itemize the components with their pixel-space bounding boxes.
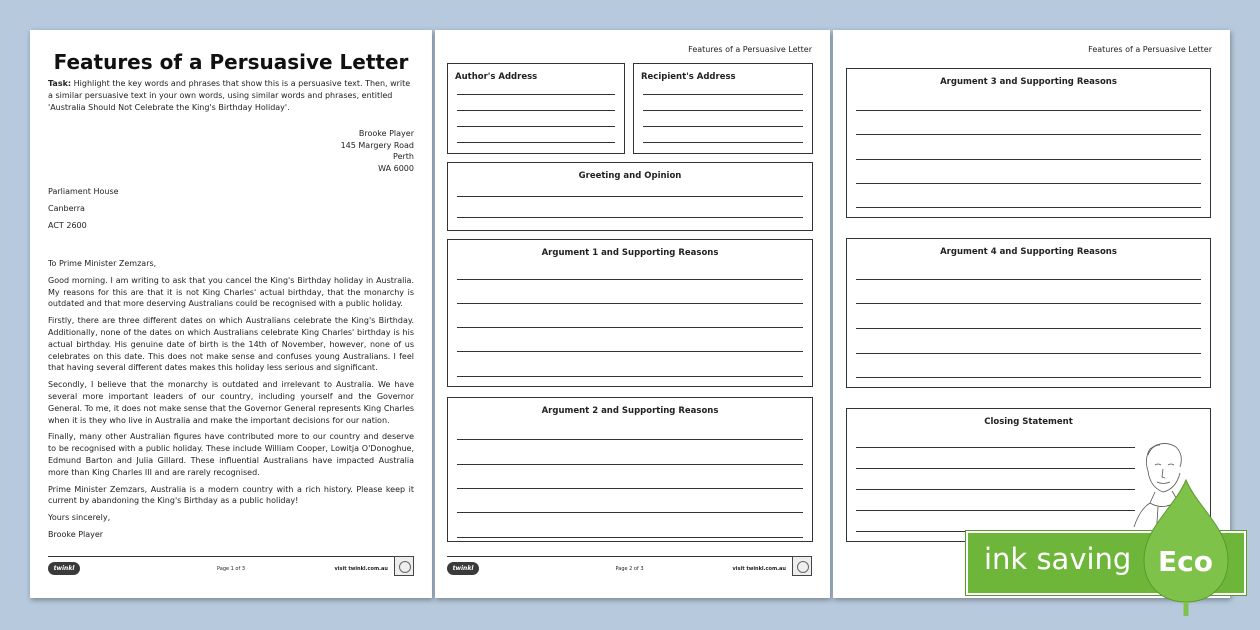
letter-paragraph: Secondly, I believe that the monarchy is outdated and irrelevant to Australia. We have several more important leaders of our country, including yourself and the Governor General. To me, it does not make sense that the Governor General represents King Charles when it is they who live in Australia and make the important decisions for our nation. bbox=[48, 380, 414, 425]
writing-line bbox=[643, 81, 803, 95]
writing-line bbox=[457, 489, 803, 513]
writing-lines bbox=[856, 88, 1201, 208]
quality-badge-icon bbox=[394, 556, 414, 576]
writing-line bbox=[856, 448, 1135, 469]
page-number: Page 2 of 3 bbox=[615, 566, 644, 572]
recipients-address-box bbox=[633, 63, 813, 154]
task-text: Highlight the key words and phrases that show this is a persuasive text. Then, write a similar persuasive text in your own words, using similar words and phrases, entitled 'Australia Should Not Celebrate the King's Birthday Holiday'. bbox=[48, 79, 411, 112]
page-footer bbox=[48, 560, 414, 576]
page-header: Features of a Persuasive Letter bbox=[688, 45, 812, 54]
recipient-address bbox=[48, 187, 119, 238]
recipient-address-line: Canberra bbox=[48, 204, 85, 213]
argument-3-box bbox=[846, 68, 1211, 218]
writing-line bbox=[643, 111, 803, 127]
letter-closing: Yours sincerely, bbox=[48, 513, 111, 523]
box-title: Argument 4 and Supporting Reasons bbox=[940, 247, 1117, 257]
salutation: To Prime Minister Zemzars, bbox=[48, 259, 157, 268]
footer-divider bbox=[48, 556, 414, 557]
writing-line bbox=[856, 469, 1135, 490]
sender-address-line: Brooke Player bbox=[358, 129, 414, 138]
twinkl-logo: twinkl bbox=[48, 562, 80, 575]
page-footer bbox=[447, 560, 812, 576]
box-title: Author's Address bbox=[455, 72, 538, 82]
writing-line bbox=[856, 111, 1201, 135]
recipient-address-line: Parliament House bbox=[48, 187, 119, 196]
writing-line bbox=[856, 304, 1201, 329]
writing-line bbox=[457, 465, 803, 489]
writing-line bbox=[643, 127, 803, 143]
ink-saving-label: ink saving bbox=[984, 542, 1132, 576]
task-label: Task: bbox=[48, 79, 72, 88]
footer-site: visit twinkl.com.au bbox=[732, 566, 786, 572]
footer-divider bbox=[447, 556, 812, 557]
writing-lines bbox=[457, 182, 803, 218]
box-title: Argument 1 and Supporting Reasons bbox=[541, 248, 719, 258]
writing-line bbox=[457, 304, 803, 328]
writing-line bbox=[856, 329, 1201, 354]
task-instructions bbox=[48, 78, 416, 114]
writing-lines bbox=[457, 259, 803, 377]
page-title: Features of a Persuasive Letter bbox=[53, 50, 409, 74]
writing-line bbox=[856, 490, 1135, 511]
writing-line bbox=[856, 160, 1201, 184]
writing-line bbox=[856, 511, 1135, 532]
writing-line bbox=[457, 111, 615, 127]
sender-address-line: WA 6000 bbox=[378, 163, 414, 173]
box-title: Recipient's Address bbox=[641, 72, 736, 82]
writing-line bbox=[457, 259, 803, 280]
writing-lines bbox=[457, 417, 803, 538]
letter-body bbox=[48, 258, 414, 546]
sender-address-line: Perth bbox=[393, 152, 414, 161]
writing-line bbox=[457, 182, 803, 197]
writing-line bbox=[457, 197, 803, 218]
writing-line bbox=[856, 280, 1201, 304]
box-title: Closing Statement bbox=[984, 417, 1073, 427]
letter-paragraph: Firstly, there are three different dates on which Australians celebrate the King's Birthday. Additionally, none of the dates on which Australians celebrate King Charles' birthday is his actual birthday. His genuine date of birth is the 14th of November, however, none of us celebrates on this date. This does not make sense and confuses young Australians. I feel that having several different dates makes this holiday less serious and significant. bbox=[48, 316, 414, 373]
page-number: Page 1 of 3 bbox=[216, 566, 246, 572]
writing-line bbox=[856, 88, 1201, 111]
writing-line bbox=[643, 95, 803, 111]
eco-label: Eco bbox=[1158, 545, 1213, 578]
worksheet-page-1 bbox=[30, 30, 432, 598]
writing-line bbox=[457, 81, 615, 95]
writing-line bbox=[457, 513, 803, 538]
writing-line bbox=[457, 440, 803, 465]
writing-line bbox=[856, 428, 1135, 448]
argument-2-box bbox=[447, 397, 813, 542]
footer-site: visit twinkl.com.au bbox=[334, 566, 388, 572]
sender-address-line: 145 Margery Road bbox=[340, 140, 414, 150]
letter-signature: Brooke Player bbox=[48, 529, 104, 539]
quality-badge-icon bbox=[792, 556, 812, 576]
writing-line bbox=[457, 417, 803, 440]
worksheet-page-2 bbox=[435, 30, 830, 598]
greeting-box bbox=[447, 162, 813, 231]
writing-line bbox=[856, 354, 1201, 378]
page-header: Features of a Persuasive Letter bbox=[1088, 45, 1212, 54]
writing-line bbox=[856, 184, 1201, 208]
box-title: Greeting and Opinion bbox=[578, 171, 682, 181]
letter-paragraph: Prime Minister Zemzars, Australia is a modern country with a rich history. Please keep it current by abandoning the King's Birthday as a public holiday! bbox=[48, 484, 414, 506]
box-title: Argument 2 and Supporting Reasons bbox=[541, 406, 719, 416]
writing-line bbox=[457, 352, 803, 377]
argument-1-box bbox=[447, 239, 813, 387]
writing-lines bbox=[643, 81, 803, 143]
recipient-address-line: ACT 2600 bbox=[48, 221, 87, 230]
authors-address-box bbox=[447, 63, 625, 154]
argument-4-box bbox=[846, 238, 1211, 388]
writing-line bbox=[457, 328, 803, 352]
box-title: Argument 3 and Supporting Reasons bbox=[940, 77, 1117, 87]
writing-line bbox=[856, 135, 1201, 160]
writing-line bbox=[457, 280, 803, 304]
letter-paragraph: Finally, many other Australian figures have contributed more to our country and deserve to be recognised with a public holiday. These include William Cooper, Lowitja O'Donoghue, Edmund Barton and Julia Gillard. These influential Australians have impacted Australia more than King Charles III and are rarely recognised. bbox=[48, 432, 414, 477]
writing-lines bbox=[457, 81, 615, 143]
writing-line bbox=[856, 258, 1201, 280]
sender-address bbox=[341, 128, 414, 174]
writing-lines bbox=[856, 428, 1135, 532]
writing-line bbox=[457, 127, 615, 143]
writing-lines bbox=[856, 258, 1201, 378]
letter-paragraph: Good morning. I am writing to ask that you cancel the King's Birthday holiday in Australia. My reasons for this are that it is not King Charles' actual birthday, that the monarchy is outdated and that more deserving Australians could be recognised with a public holiday. bbox=[48, 275, 414, 309]
twinkl-logo: twinkl bbox=[447, 562, 479, 575]
writing-line bbox=[457, 95, 615, 111]
